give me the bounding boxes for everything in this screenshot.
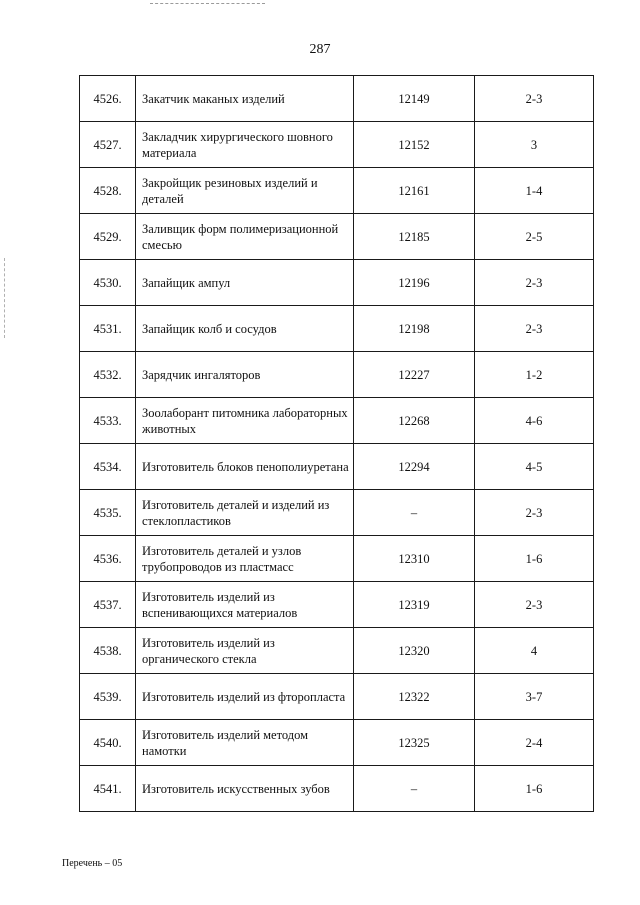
table-row — [80, 214, 594, 260]
row-number: 4530. — [80, 260, 136, 306]
page-number: 287 — [309, 42, 331, 57]
table-row — [80, 306, 594, 352]
occupation-name: Зоолаборант питомника лабораторных животных — [136, 398, 354, 444]
row-number: 4540. — [80, 720, 136, 766]
occupation-code: – — [354, 766, 475, 812]
grade-range: 4-6 — [475, 398, 594, 444]
occupation-name: Заливщик форм полимеризационной смесью — [136, 214, 354, 260]
grade-range: 2-3 — [475, 76, 594, 122]
occupation-name: Закатчик маканых изделий — [136, 76, 354, 122]
document-footer: Перечень – 05 — [62, 858, 123, 869]
occupation-name: Закладчик хирургического шовного материала — [136, 122, 354, 168]
occupation-code: 12320 — [354, 628, 475, 674]
grade-range: 2-4 — [475, 720, 594, 766]
occupation-name: Закройщик резиновых изделий и деталей — [136, 168, 354, 214]
table-row — [80, 122, 594, 168]
table-row — [80, 352, 594, 398]
row-number: 4534. — [80, 444, 136, 490]
table-row — [80, 766, 594, 812]
occupation-code: 12196 — [354, 260, 475, 306]
grade-range: 2-3 — [475, 582, 594, 628]
table-row — [80, 490, 594, 536]
row-number: 4526. — [80, 76, 136, 122]
row-number: 4538. — [80, 628, 136, 674]
occupation-code: 12322 — [354, 674, 475, 720]
occupations-table — [79, 75, 594, 812]
grade-range: 1-2 — [475, 352, 594, 398]
table-row — [80, 398, 594, 444]
occupation-code: 12149 — [354, 76, 475, 122]
occupation-code: – — [354, 490, 475, 536]
occupation-code: 12310 — [354, 536, 475, 582]
occupation-code: 12325 — [354, 720, 475, 766]
grade-range: 2-5 — [475, 214, 594, 260]
occupation-code: 12319 — [354, 582, 475, 628]
row-number: 4529. — [80, 214, 136, 260]
grade-range: 1-6 — [475, 536, 594, 582]
row-number: 4527. — [80, 122, 136, 168]
grade-range: 1-6 — [475, 766, 594, 812]
occupation-name: Изготовитель блоков пенополиуретана — [136, 444, 354, 490]
table-body — [80, 76, 594, 812]
occupation-name: Изготовитель деталей и изделий из стеклопластиков — [136, 490, 354, 536]
occupation-name: Изготовитель изделий из вспенивающихся материалов — [136, 582, 354, 628]
row-number: 4532. — [80, 352, 136, 398]
grade-range: 4-5 — [475, 444, 594, 490]
row-number: 4539. — [80, 674, 136, 720]
table-row — [80, 260, 594, 306]
grade-range: 2-3 — [475, 306, 594, 352]
table-row — [80, 168, 594, 214]
row-number: 4535. — [80, 490, 136, 536]
occupation-name: Запайщик ампул — [136, 260, 354, 306]
table-row — [80, 76, 594, 122]
occupation-code: 12227 — [354, 352, 475, 398]
occupation-name: Запайщик колб и сосудов — [136, 306, 354, 352]
row-number: 4537. — [80, 582, 136, 628]
occupation-name: Изготовитель изделий из органического стекла — [136, 628, 354, 674]
occupation-code: 12268 — [354, 398, 475, 444]
row-number: 4533. — [80, 398, 136, 444]
scan-artifact-line — [4, 258, 5, 338]
row-number: 4536. — [80, 536, 136, 582]
occupation-code: 12185 — [354, 214, 475, 260]
occupation-name: Изготовитель изделий методом намотки — [136, 720, 354, 766]
occupation-code: 12294 — [354, 444, 475, 490]
occupation-code: 12161 — [354, 168, 475, 214]
grade-range: 3-7 — [475, 674, 594, 720]
grade-range: 2-3 — [475, 490, 594, 536]
row-number: 4541. — [80, 766, 136, 812]
grade-range: 4 — [475, 628, 594, 674]
table-row — [80, 628, 594, 674]
table-row — [80, 582, 594, 628]
grade-range: 1-4 — [475, 168, 594, 214]
table-row — [80, 674, 594, 720]
occupation-name: Изготовитель деталей и узлов трубопроводов из пластмасс — [136, 536, 354, 582]
occupation-code: 12152 — [354, 122, 475, 168]
occupation-code: 12198 — [354, 306, 475, 352]
occupation-name: Зарядчик ингаляторов — [136, 352, 354, 398]
occupation-name: Изготовитель изделий из фторопласта — [136, 674, 354, 720]
row-number: 4528. — [80, 168, 136, 214]
table-row — [80, 536, 594, 582]
table-row — [80, 720, 594, 766]
occupation-name: Изготовитель искусственных зубов — [136, 766, 354, 812]
table-row — [80, 444, 594, 490]
grade-range: 2-3 — [475, 260, 594, 306]
scan-artifact-line — [150, 3, 265, 4]
grade-range: 3 — [475, 122, 594, 168]
row-number: 4531. — [80, 306, 136, 352]
